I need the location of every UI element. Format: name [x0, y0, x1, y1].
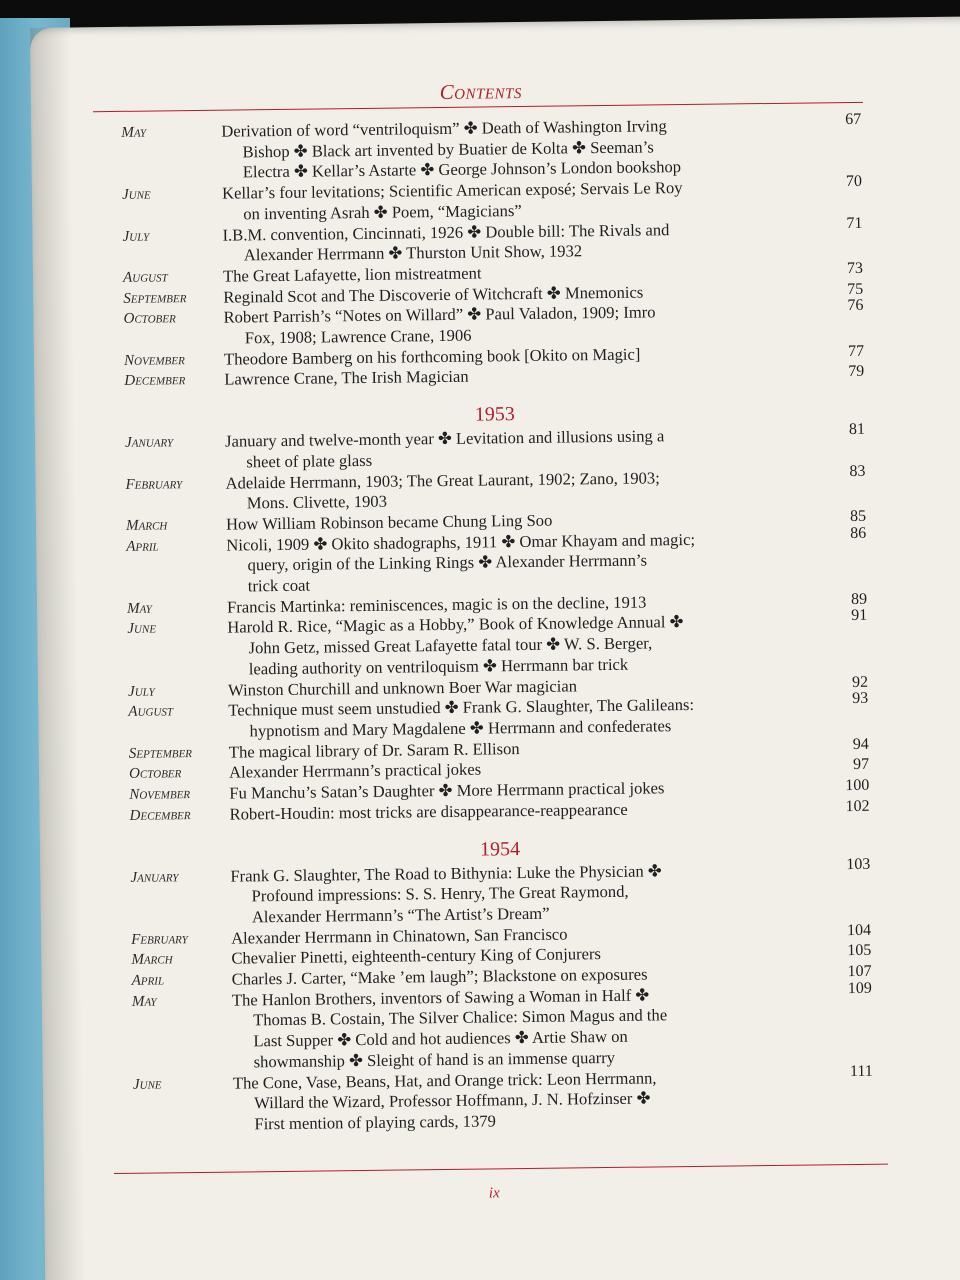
entry-description [221, 115, 762, 184]
entry-line: query, origin of the Linking Rings ✤ Alexander Herrmann’s [247, 550, 648, 575]
entry-line: Derivation of word “ventriloquism” ✤ Death of Washington Irving [221, 116, 667, 141]
entry-month: October [129, 765, 182, 783]
entry-line: Reginald Scot and The Discoverie of Witchcraft ✤ Mnemonics [223, 282, 644, 307]
entry-month: February [131, 930, 188, 948]
entry-month: August [128, 703, 174, 721]
entry-month: April [131, 972, 165, 989]
toc-entry [132, 1062, 874, 1136]
entry-month: June [132, 1076, 162, 1093]
entry-line: Bishop ✤ Black art invented by Buatier de Kolta ✤ Seeman’s [242, 137, 654, 162]
entry-month: February [125, 475, 183, 493]
entry-page-number: 91 [851, 607, 868, 625]
page-folio: ix [488, 1185, 500, 1202]
book-page [30, 16, 960, 1280]
entry-line: on inventing Asrah ✤ Poem, “Magicians” [243, 200, 522, 224]
entry-line: The Cone, Vase, Beans, Hat, and Orange trick: Leon Herrmann, [232, 1067, 657, 1093]
entry-line: Adelaide Herrmann, 1903; The Great Laurant, 1902; Zano, 1903; [225, 467, 660, 493]
entry-line: I.B.M. convention, Cincinnati, 1926 ✤ Double bill: The Rivals and [222, 219, 670, 245]
entry-description [222, 219, 762, 267]
entry-line: Alexander Herrmann’s “The Artist’s Dream” [251, 903, 550, 927]
entry-page-number: 71 [846, 214, 863, 232]
entry-month: September [123, 289, 187, 307]
entry-page-number: 89 [850, 590, 868, 608]
entry-page-number: 76 [847, 297, 864, 315]
entry-page-number: 83 [849, 462, 866, 480]
entry-description [232, 984, 773, 1073]
entry-page-number: 107 [847, 962, 872, 981]
entry-line: Francis Martinka: reminiscences, magic is on the decline, 1913 [226, 592, 647, 617]
entry-page-number: 94 [852, 735, 869, 753]
entry-month: March [125, 517, 168, 534]
entry-line: The Great Lafayette, lion mistreatment [222, 263, 482, 286]
entry-description [225, 425, 765, 473]
entry-description [225, 467, 765, 515]
toc-entry [130, 855, 871, 929]
entry-page-number: 77 [847, 342, 865, 360]
entry-month: January [130, 868, 179, 886]
entry-line: John Getz, missed Great Lafayette fatal tour ✤ W. S. Berger, [248, 633, 653, 658]
entry-page-number: 75 [847, 280, 864, 298]
entry-page-number: 73 [846, 259, 864, 277]
entry-line: Last Supper ✤ Cold and hot audiences ✤ Artie Shaw on [253, 1026, 628, 1051]
entry-line: Mons. Clivette, 1903 [246, 491, 388, 513]
entry-page-number: 103 [846, 855, 871, 873]
entry-line: Frank G. Slaughter, The Road to Bithynia: Luke the Physician ✤ [230, 860, 662, 886]
entry-page-number: 104 [846, 921, 872, 939]
entry-line: How William Robinson became Chung Ling Soo [225, 510, 553, 534]
entry-month: January [124, 434, 174, 452]
entry-line: First mention of playing cards, 1379 [254, 1111, 497, 1134]
entry-line: Theodore Bamberg on his forthcoming book [Okito on Magic] [223, 344, 641, 369]
entry-page-number: 105 [847, 942, 872, 960]
entry-line: January and twelve-month year ✤ Levitation and illusions using a [224, 426, 665, 451]
footer-rule [114, 1164, 888, 1174]
entry-page-number: 81 [848, 420, 866, 439]
entry-page-number: 109 [847, 979, 872, 997]
entry-line: Lawrence Crane, The Irish Magician [224, 367, 469, 390]
entry-line: Electra ✤ Kellar’s Astarte ✤ George Johnson’s London bookshop [242, 157, 682, 182]
entry-page-number: 85 [849, 507, 867, 525]
entry-month: May [131, 993, 157, 1010]
entry-month: August [122, 269, 168, 286]
entry-description [233, 1067, 774, 1136]
entry-month: September [128, 744, 193, 762]
entry-line: Alexander Herrmann in Chinatown, San Francisco [231, 924, 568, 948]
entry-line: Nicoli, 1909 ✤ Okito shadographs, 1911 ✤ Omar Khayam and magic; [226, 529, 696, 555]
entry-line: trick coat [247, 575, 311, 596]
page-title: Contents [439, 78, 523, 104]
entry-line: Profound impressions: S. S. Henry, The Great Raymond, [251, 881, 629, 906]
entry-page-number: 86 [850, 524, 867, 542]
entry-line: hypnotism and Mary Magdalene ✤ Herrmann and confederates [249, 716, 672, 741]
entry-page-number: 70 [845, 172, 863, 191]
entry-line: showmanship ✤ Sleight of hand is an immense quarry [253, 1047, 616, 1072]
entry-line: Robert Parrish’s “Notes on Willard” ✤ Paul Valadon, 1909; Imro [223, 302, 656, 327]
entry-month: June [121, 186, 151, 203]
entry-description [230, 860, 771, 929]
entry-line: Fu Manchu’s Satan’s Daughter ✤ More Herrmann practical jokes [229, 778, 665, 803]
entry-description [226, 529, 767, 598]
entry-page-number: 79 [848, 363, 865, 381]
entry-line: The magical library of Dr. Saram R. Ellison [228, 738, 520, 762]
entry-line: Thomas B. Costain, The Silver Chalice: Simon Magus and the [253, 1005, 668, 1030]
entry-page-number: 111 [849, 1062, 873, 1080]
entry-page-number: 100 [845, 776, 870, 795]
entry-month: March [131, 951, 173, 969]
entry-month: December [129, 806, 191, 824]
entry-line: The Hanlon Brothers, inventors of Sawing a Woman in Half ✤ [231, 985, 650, 1010]
entry-line: Technique must seem unstudied ✤ Frank G. Slaughter, The Galileans: [228, 695, 695, 720]
entry-line: sheet of plate glass [246, 450, 373, 472]
entry-description [228, 694, 768, 742]
entry-line: Winston Churchill and unknown Boer War magician [227, 675, 578, 700]
entry-line: Alexander Herrmann’s practical jokes [228, 759, 482, 783]
entry-line: Fox, 1908; Lawrence Crane, 1906 [244, 325, 472, 348]
entry-line: Willard the Wizard, Professor Hoffmann, J. N. Hofzinser ✤ [254, 1088, 651, 1113]
entry-description [222, 177, 762, 225]
entry-month: November [129, 786, 191, 803]
entry-page-number: 102 [845, 797, 870, 815]
year-heading: 1953 [474, 403, 515, 426]
entry-month: May [121, 124, 147, 141]
toc-entry [121, 110, 862, 185]
entry-month: April [126, 538, 159, 555]
entry-line: Harold R. Rice, “Magic as a Hobby,” Book of Knowledge Annual ✤ [227, 612, 684, 638]
entry-page-number: 67 [845, 110, 862, 129]
entry-page-number: 93 [852, 690, 869, 708]
entry-page-number: 92 [851, 673, 869, 691]
entry-line: Kellar’s four levitations; Scientific American exposé; Servais Le Roy [221, 178, 683, 203]
table-of-contents [121, 110, 873, 1137]
entry-line: Alexander Herrmann ✤ Thurston Unit Show, 1932 [243, 241, 583, 265]
entry-month: May [127, 600, 152, 617]
entry-page-number: 97 [852, 756, 870, 774]
entry-description [227, 612, 768, 681]
entry-month: November [123, 351, 185, 369]
entry-month: December [124, 372, 186, 390]
entry-month: June [127, 620, 157, 638]
entry-line: Charles J. Carter, “Make ’em laugh”; Blackstone on exposures [231, 964, 648, 989]
entry-month: October [123, 310, 176, 328]
entry-line: Chevalier Pinetti, eighteenth-century King of Conjurers [231, 944, 602, 968]
entry-month: July [122, 228, 150, 245]
entry-line: Robert-Houdin: most tricks are disappearance-reappearance [229, 799, 628, 824]
entry-description [223, 301, 763, 349]
entry-line: leading authority on ventriloquism ✤ Herrmann bar trick [248, 654, 629, 679]
entry-month: July [128, 683, 155, 700]
year-heading: 1954 [479, 837, 521, 861]
